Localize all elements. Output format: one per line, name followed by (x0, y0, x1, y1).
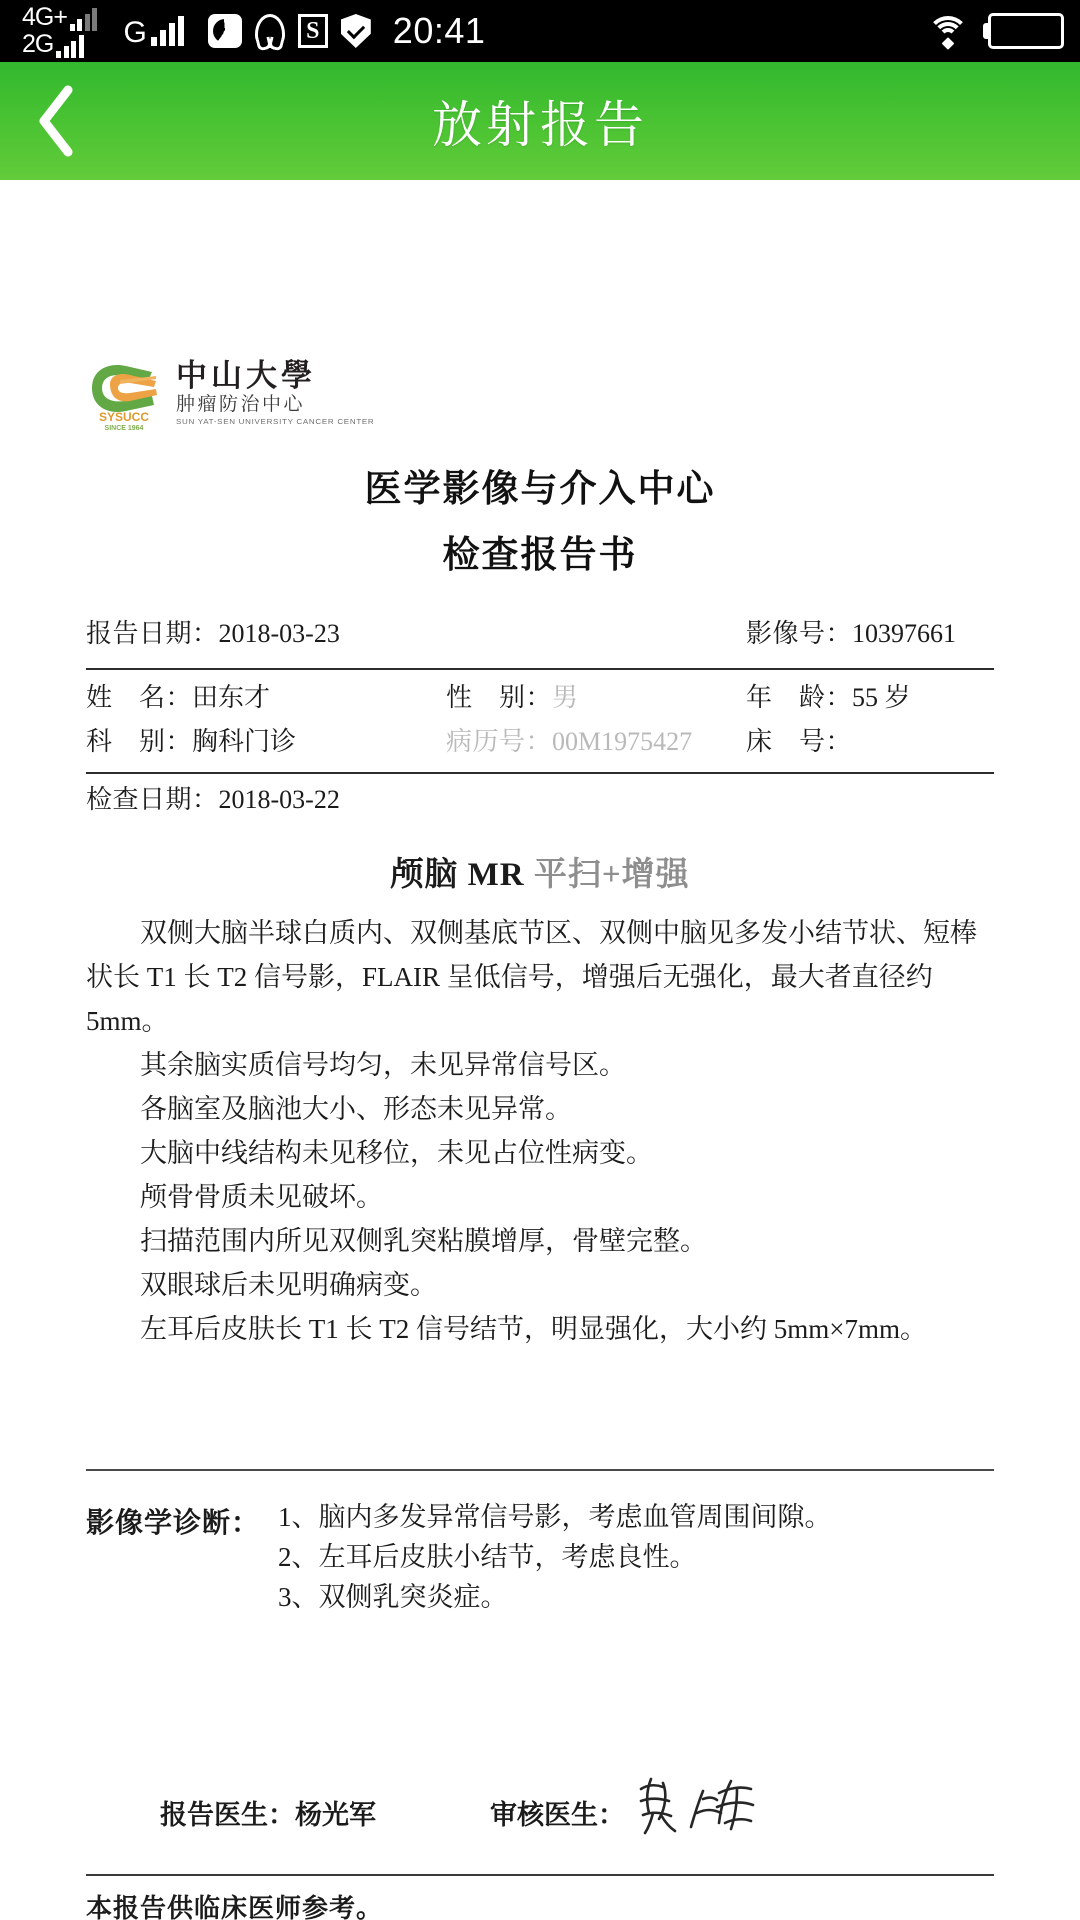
age-label: 年 龄： (746, 683, 853, 712)
page-title: 放射报告 (432, 97, 648, 153)
findings-line: 各脑室及脑池大小、形态未见异常。 (140, 1094, 572, 1124)
sim3-row (123, 16, 183, 49)
study-title-main: 颅脑 MR (390, 857, 525, 893)
sysucc-logo-icon (86, 354, 162, 432)
signature-row (86, 1769, 994, 1832)
department-label: 科 别： (86, 727, 193, 756)
name-field (86, 676, 446, 720)
findings-line: 大脑中线结构未见移位，未见占位性病变。 (140, 1138, 653, 1168)
report-date-value: 2018-03-23 (218, 619, 340, 648)
diagnosis-item: 3、双侧乳突炎症。 (278, 1582, 508, 1612)
svg-text:SINCE 1964: SINCE 1964 (104, 425, 144, 432)
exam-date-label: 检查日期： (86, 785, 219, 814)
document-heading: 检查报告书 (442, 535, 638, 576)
report-sheet (0, 180, 1080, 1920)
svg-text:SYSUCC: SYSUCC (98, 410, 150, 424)
reporting-doctor-label: 报告医生： (160, 1800, 295, 1830)
meta-spacer (446, 612, 746, 656)
security-shield-icon (341, 14, 371, 48)
sim2-signal-bars-icon (56, 34, 84, 58)
findings-line: 左耳后皮肤长 T1 长 T2 信号结节，明显强化，大小约 5mm×7mm。 (140, 1314, 927, 1344)
study-title-modifier: 平扫+增强 (533, 857, 690, 893)
qq-penguin-icon (255, 14, 285, 48)
diagnosis-divider (86, 1469, 994, 1471)
reviewing-doctor-field (490, 1769, 758, 1832)
app-bar (0, 62, 1080, 180)
image-no-value: 10397661 (852, 619, 957, 648)
hospital-name-english: SUN YAT-SEN UNIVERSITY CANCER CENTER (176, 417, 375, 426)
study-title (86, 848, 994, 895)
footer-divider (86, 1874, 994, 1876)
sogou-input-icon: S (298, 14, 328, 48)
gauge-icon (208, 14, 242, 48)
reviewing-doctor-label: 审核医生： (490, 1800, 625, 1830)
diagnosis-item: 1、脑内多发异常信号影，考虑血管周围间隙。 (278, 1502, 832, 1532)
sim1-row (22, 4, 97, 31)
report-date-field (86, 612, 446, 656)
department-heading: 医学影像与介入中心 (364, 469, 716, 510)
age-field (746, 676, 994, 720)
findings-line: 其余脑实质信号均匀，未见异常信号区。 (140, 1050, 626, 1080)
hospital-name-primary: 中山大學 (176, 357, 316, 393)
sim3-network-label: G (123, 16, 147, 49)
bed-no-label: 床 号： (746, 727, 853, 756)
status-bar-clock: 20:41 (392, 10, 486, 51)
name-label: 姓 名： (86, 683, 193, 712)
image-no-label: 影像号： (746, 619, 853, 648)
findings-line: 扫描范围内所见双侧乳突粘膜增厚，骨壁完整。 (140, 1226, 707, 1256)
department-field (86, 720, 446, 764)
sim3-signal-bars-icon (151, 16, 184, 46)
diagnosis-label: 影像学诊断： (86, 1508, 261, 1539)
status-bar-left (22, 4, 485, 58)
diagnosis-list (278, 1497, 832, 1617)
gender-value: 男 (552, 683, 579, 712)
sysucc-emblem-icon (86, 354, 162, 432)
sim1-network-label: 4G+ (22, 3, 67, 31)
bed-no-field (746, 720, 994, 764)
dual-sim-indicator (22, 4, 97, 58)
patient-meta (86, 612, 994, 826)
reporting-doctor-field (160, 1793, 490, 1832)
sim2-row (22, 31, 97, 58)
record-no-field (446, 720, 746, 764)
record-no-value: 00M1975427 (552, 727, 693, 756)
meta-row-admin (86, 720, 994, 764)
hospital-name-secondary: 肿瘤防治中心 (176, 394, 306, 416)
radiology-report (86, 180, 994, 1920)
status-bar (0, 0, 1080, 62)
image-no-field (746, 612, 994, 656)
handwritten-signature-icon (633, 1769, 758, 1841)
meta-row-identity (86, 676, 994, 720)
record-no-label: 病历号： (446, 727, 553, 756)
department-value: 胸科门诊 (192, 727, 297, 756)
status-bar-right (926, 13, 1064, 49)
findings-section (86, 911, 994, 1351)
exam-date-field (86, 774, 994, 826)
wifi-icon (926, 14, 970, 48)
gender-field (446, 676, 746, 720)
diagnosis-item: 2、左耳后皮肤小结节，考虑良性。 (278, 1542, 697, 1572)
sim1-signal-bars-icon (70, 7, 98, 31)
report-date-label: 报告日期： (86, 619, 219, 648)
findings-line: 双眼球后未见明确病变。 (140, 1270, 437, 1300)
reviewing-doctor-signature (633, 1769, 758, 1848)
status-bar-notification-icons (208, 14, 371, 48)
meta-divider-top (86, 668, 994, 670)
battery-icon (988, 13, 1064, 49)
meta-row-dates (86, 612, 994, 666)
footer-note: 本报告供临床医师参考。 (86, 1894, 384, 1920)
chevron-left-icon (34, 84, 78, 158)
age-value: 55 岁 (852, 683, 911, 712)
reporting-doctor-value: 杨光军 (295, 1800, 376, 1830)
back-button[interactable] (0, 62, 112, 180)
exam-date-value: 2018-03-22 (218, 785, 340, 814)
findings-line: 双侧大脑半球白质内、双侧基底节区、双侧中脑见多发小结节状、短棒状长 T1 长 T2 信号影，FLAIR 呈低信号，增强后无强化，最大者直径约 5mm。 (86, 918, 977, 1036)
hospital-name-block (176, 359, 374, 428)
findings-line: 颅骨骨质未见破坏。 (140, 1182, 383, 1212)
sim2-network-label: 2G (22, 30, 54, 58)
gender-label: 性 别： (446, 683, 553, 712)
diagnosis-section (86, 1497, 994, 1617)
hospital-logo (86, 352, 994, 434)
name-value: 田东才 (192, 683, 271, 712)
